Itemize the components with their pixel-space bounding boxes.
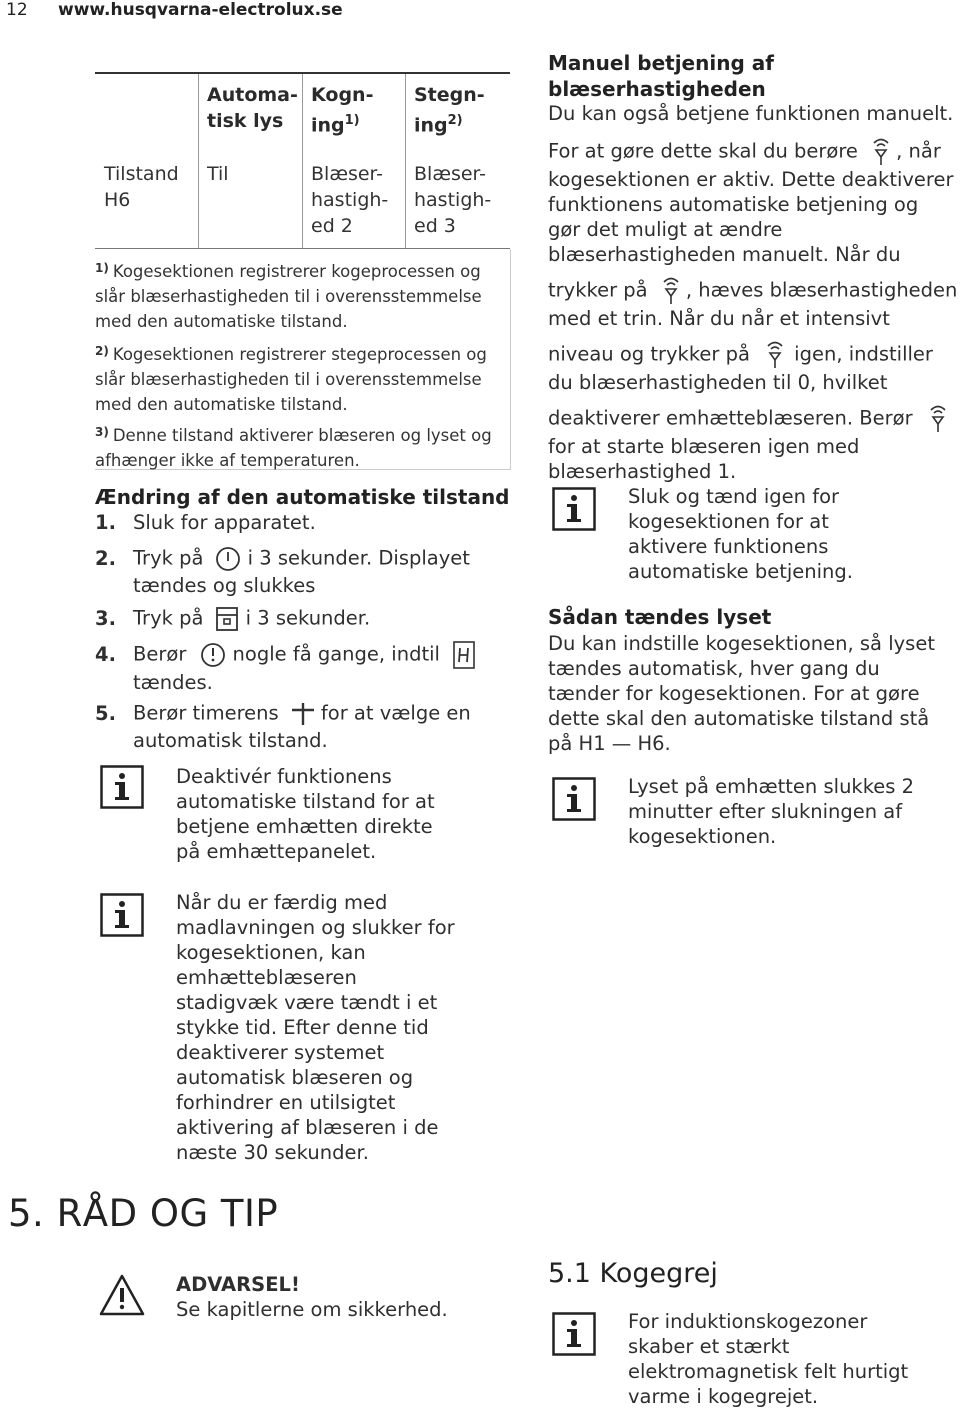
table-divider	[198, 74, 199, 248]
footnote-2: $^{2)}$ Kogesektionen registrerer stegeprocessen og slår blæserhastigheden til i overensstemmelse med den automatiske tilstand.	[95, 344, 487, 414]
info-icon	[552, 1312, 596, 1356]
section-title: 5. RÅD OG TIP	[8, 1192, 279, 1235]
info-icon	[552, 777, 596, 821]
info-cookware: For induktionskogezoner skaber et stærkt elektromagnetisk felt hurtigt varme i kogegrejet.	[628, 1310, 909, 1408]
info-after-cooking: Når du er færdig med madlavningen og slukker for kogesektionen, kan emhætteblæseren stadigvæk være tændt i et stykke tid. Efter denne tid deaktiverer systemet automatisk blæseren og forhindrer en utilsigtet aktivering af blæseren i de næste 30 sekunder.	[176, 891, 455, 1164]
change-heading: Ændring af den automatiske tilstand	[95, 485, 510, 509]
warning-title: ADVARSEL!	[176, 1273, 300, 1296]
info-icon	[100, 765, 144, 809]
table-divider	[302, 74, 303, 248]
page-number: 12	[6, 0, 28, 20]
info-restart: Sluk og tænd igen for kogesektionen for at aktivere funktionens automatiske betjening.	[628, 485, 853, 583]
table-cell: Blæser- hastigh- ed 3	[414, 163, 492, 237]
warning-icon	[98, 1273, 146, 1317]
table-divider	[405, 74, 406, 248]
fan-icon	[658, 276, 684, 306]
manual-heading: Manuel betjening af blæserhastigheden	[548, 51, 774, 101]
step-1: 1. Sluk for apparatet.	[95, 511, 316, 534]
table-row-label: Tilstand H6	[104, 163, 179, 211]
footnote-1: $^{1)}$ Kogesektionen registrerer kogeprocessen og slår blæserhastigheden til i overensstemmelse med den automatiske tilstand.	[95, 261, 482, 331]
power-icon	[214, 545, 242, 573]
table-header-frying: Stegn- ing$^{2)}$	[414, 84, 485, 137]
h-mode-icon	[452, 640, 476, 670]
step-4: 4. Berør nogle få gange, indtil tændes.	[95, 640, 476, 695]
info-deactivate: Deaktivér funktionens automatiske tilstand for at betjene emhætten direkte på emhættepanelet.	[176, 765, 435, 863]
lock-icon	[214, 605, 240, 633]
footnote-3: $^{3)}$ Denne tilstand aktiverer blæseren og lyset og afhænger ikke af temperaturen.	[95, 425, 492, 470]
step-3: 3. Tryk på i 3 sekunder.	[95, 605, 370, 633]
light-heading: Sådan tændes lyset	[548, 605, 772, 629]
table-cell: Til	[207, 163, 229, 185]
plus-icon	[289, 700, 317, 728]
warning-text: Se kapitlerne om sikkerhed.	[176, 1298, 448, 1321]
header-url: www.husqvarna-electrolux.se	[58, 0, 343, 20]
table-header-auto-light: Automa- tisk lys	[207, 84, 298, 132]
table-header-cooking: Kogn- ing$^{1)}$	[311, 84, 374, 137]
info-light-off: Lyset på emhætten slukkes 2 minutter efter slukningen af kogesektionen.	[628, 775, 915, 848]
manual-text: Du kan også betjene funktionen manuelt. For at gøre dette skal du berøre , når kogesektionen er aktiv. Dette deaktiverer funktionens automatiske betjening og gør det muligt at ændre blæserhastigheden manuelt. Når du trykker på , hæves blæserhastigheden med et trin. Når du når et intensivt niveau og trykker på igen, indstiller du blæserhastigheden til 0, hvilket deaktiverer emhætteblæseren. Berør for at starte blæseren igen med blæserhastighed 1.	[548, 102, 958, 483]
fan-icon	[925, 404, 951, 434]
fan-icon	[762, 340, 788, 370]
step-5: 5. Berør timerens for at vælge en automatisk tilstand.	[95, 701, 471, 752]
fan-icon	[868, 137, 894, 167]
step-2: 2. Tryk på i 3 sekunder. Displayet tændes og slukkes	[95, 546, 470, 597]
subsection-title: 5.1 Kogegrej	[548, 1258, 718, 1289]
info-icon	[552, 487, 596, 531]
table-cell: Blæser- hastigh- ed 2	[311, 163, 389, 237]
timer-alert-icon	[199, 641, 227, 669]
info-icon	[100, 893, 144, 937]
light-text: Du kan indstille kogesektionen, så lyset tændes automatisk, hver gang du tænder for kogesektionen. For at gøre dette skal den automatiske tilstand stå på H1 — H6.	[548, 632, 935, 755]
